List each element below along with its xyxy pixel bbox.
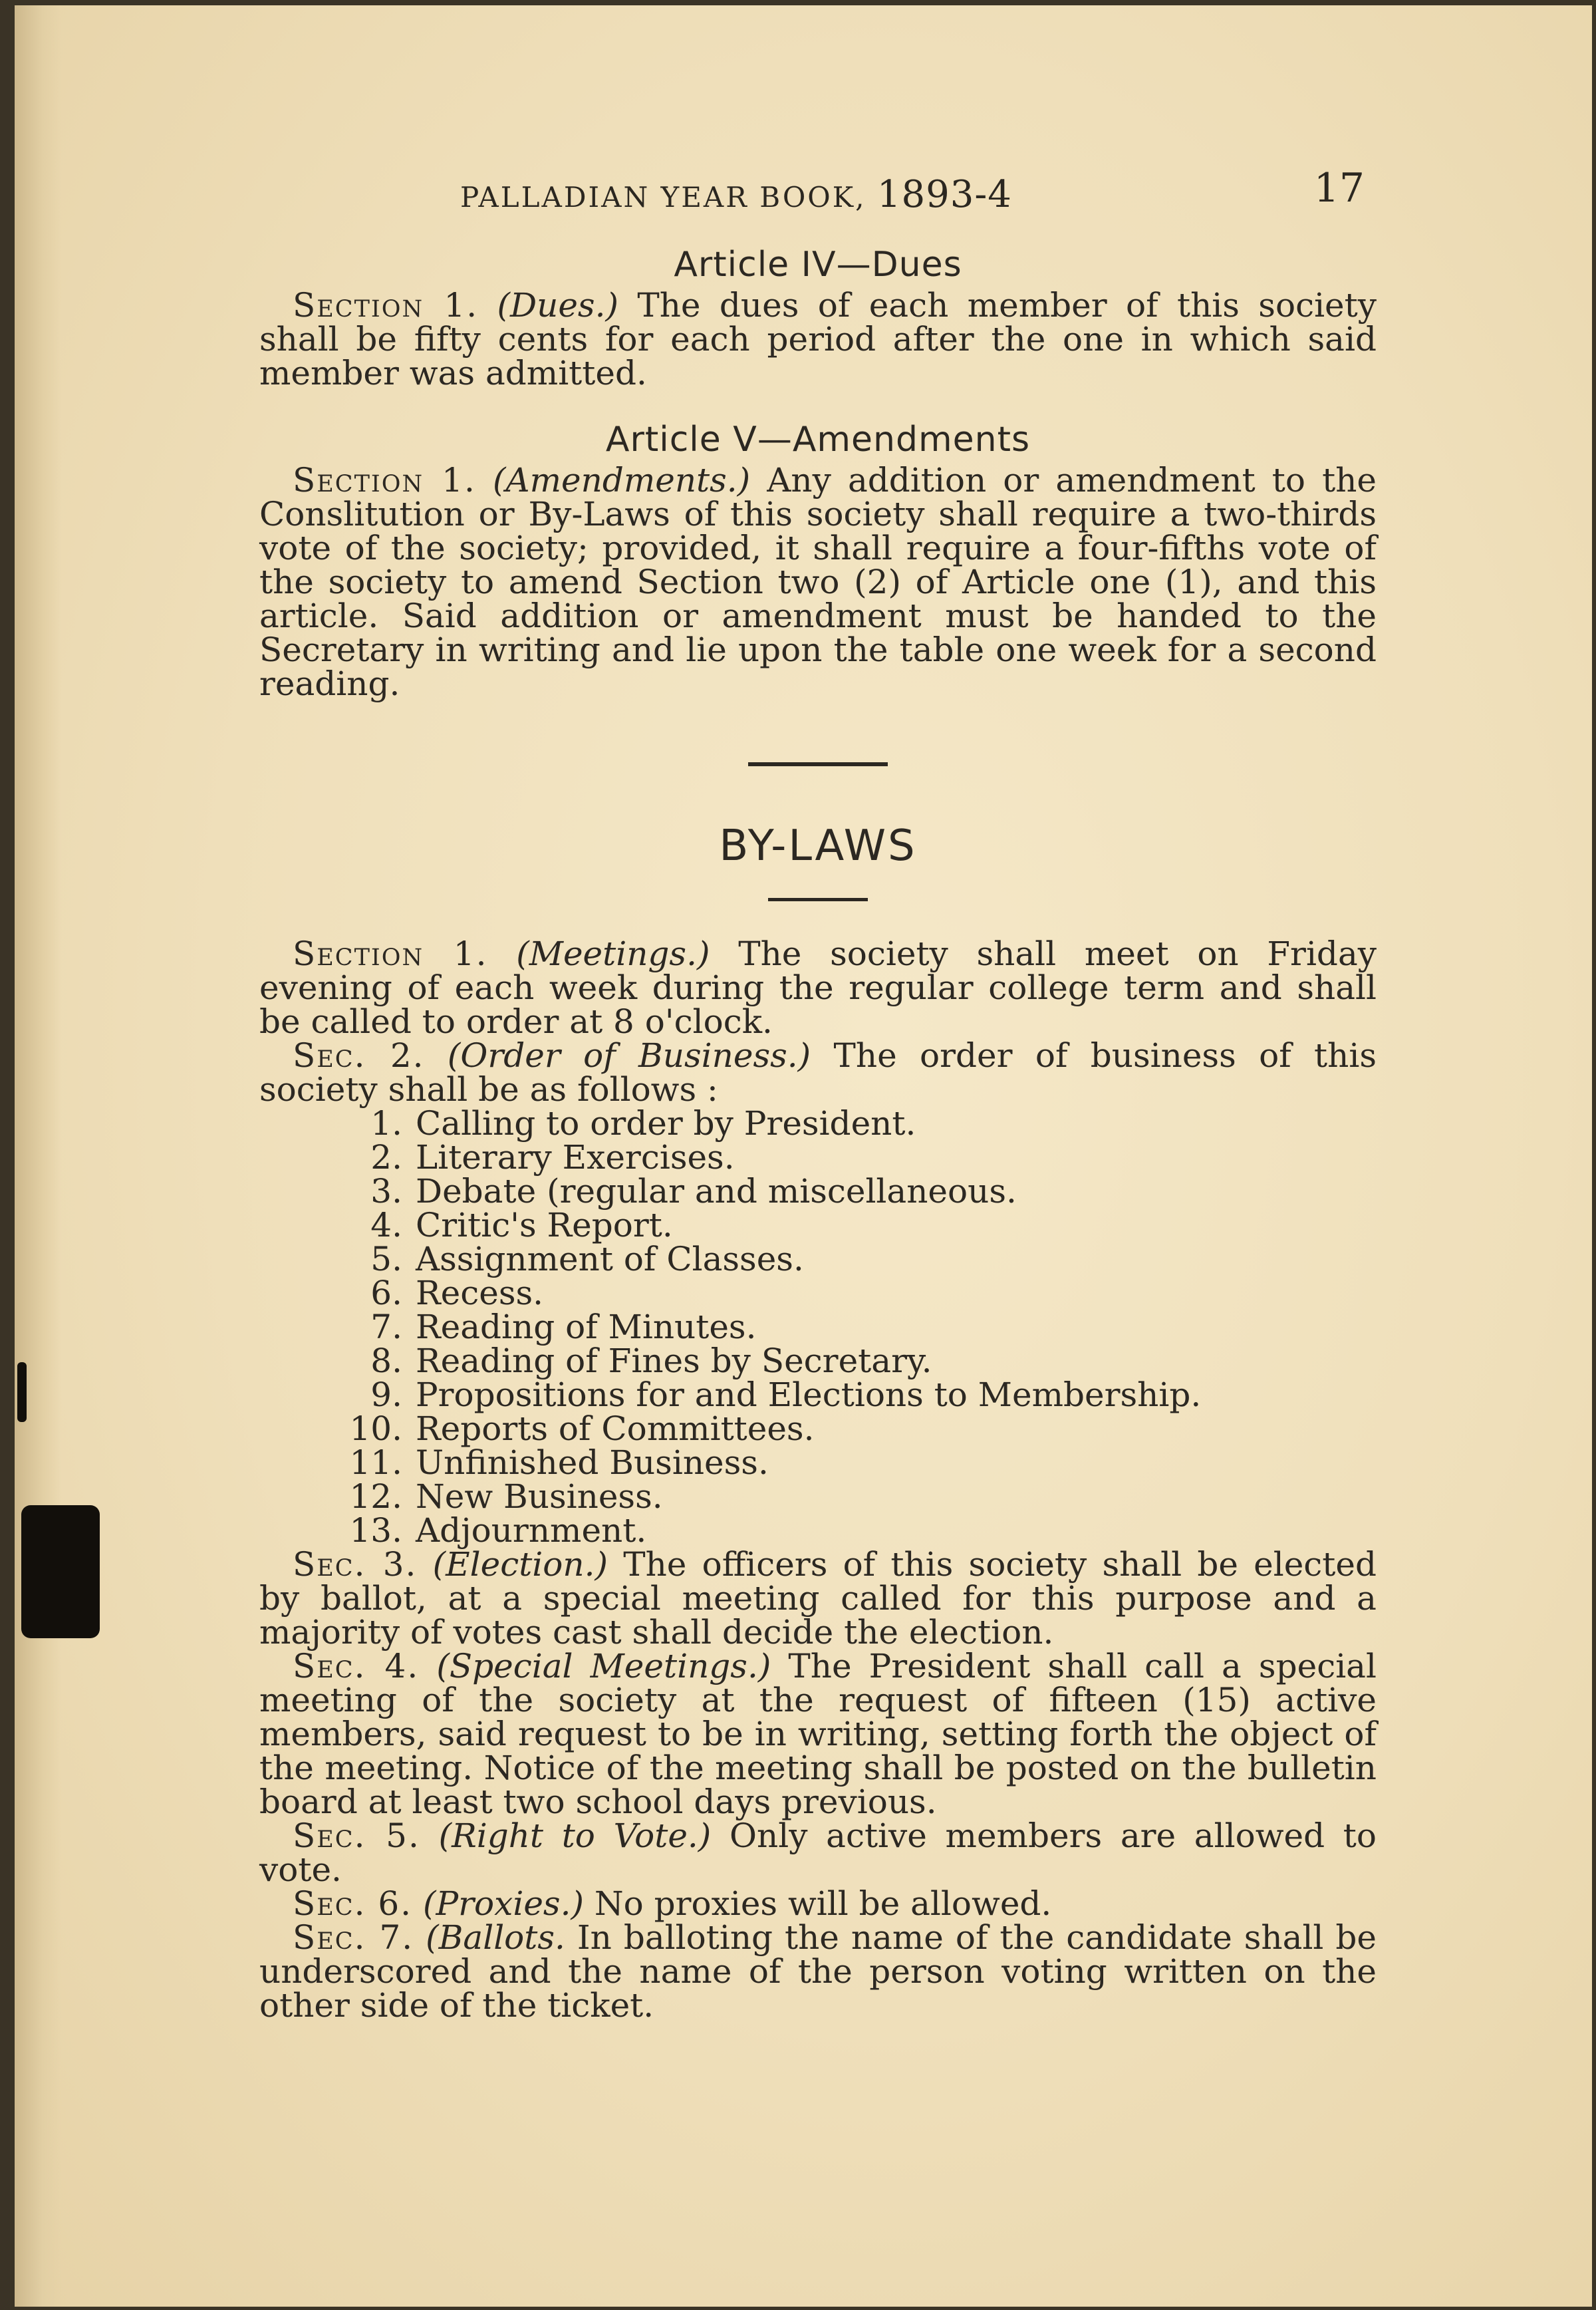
list-item bbox=[339, 1310, 1377, 1344]
article-5-heading: Article V—Amendments bbox=[605, 420, 1031, 460]
list-item-number: 4. bbox=[370, 1206, 402, 1244]
list-item-number: 6. bbox=[370, 1274, 402, 1312]
title-underline bbox=[768, 898, 868, 901]
list-item bbox=[339, 1206, 1377, 1244]
list-item-text: Reports of Committees. bbox=[416, 1409, 815, 1448]
list-item-text: Reading of Minutes. bbox=[416, 1308, 757, 1346]
list-item-text: Literary Exercises. bbox=[416, 1138, 735, 1177]
torn-spot-small bbox=[17, 1362, 27, 1422]
section-text: The President shall call a special meeting of the society at the request of fifteen (15) active members, said request to be in writing, setting forth the object of the meeting. Notice of the meeting shall be posted on the bulletin board at least two school days previous. bbox=[259, 1647, 1377, 1821]
list-item-number: 1. bbox=[370, 1104, 402, 1143]
list-item-number: 9. bbox=[370, 1375, 402, 1414]
list-item bbox=[339, 1104, 1377, 1143]
section-text: No proxies will be allowed. bbox=[583, 1884, 1052, 1923]
bylaw-sec-5 bbox=[259, 1816, 1377, 1889]
section-topic: (Ballots. bbox=[426, 1918, 565, 1957]
running-title bbox=[460, 173, 1012, 216]
book-page bbox=[15, 5, 1592, 2307]
list-item-text: Adjournment. bbox=[416, 1511, 647, 1550]
section-text: The dues of each member of this society shall be fifty cents for each period after the one in which said member was admitted. bbox=[259, 286, 1377, 392]
list-item-text: Critic's Report. bbox=[416, 1206, 673, 1244]
section-topic: (Order of Business.) bbox=[447, 1036, 811, 1075]
running-header bbox=[460, 165, 1365, 218]
list-item-number: 2. bbox=[370, 1138, 402, 1177]
list-item bbox=[339, 1443, 1377, 1482]
section-text: The society shall meet on Friday evening of each week during the regular college term and shall be called to order at 8 o'clock. bbox=[259, 935, 1377, 1041]
list-item bbox=[339, 1276, 1377, 1310]
bylaw-sec-6 bbox=[259, 1884, 1377, 1923]
section-label: Sec. 7. bbox=[293, 1918, 414, 1957]
list-item bbox=[339, 1409, 1377, 1448]
list-item bbox=[339, 1344, 1377, 1378]
list-item-number: 8. bbox=[370, 1342, 402, 1380]
list-item bbox=[339, 1375, 1377, 1414]
section-text: The order of business of this society shall be as follows : bbox=[259, 1036, 1377, 1109]
list-item-text: Assignment of Classes. bbox=[416, 1240, 804, 1278]
article-5-section-1 bbox=[259, 461, 1377, 703]
list-item bbox=[339, 1477, 1377, 1516]
section-label: Sec. 2. bbox=[293, 1036, 425, 1075]
list-item-text: Calling to order by President. bbox=[416, 1104, 916, 1143]
list-item-number: 11. bbox=[349, 1443, 402, 1482]
running-title-year: 1893-4 bbox=[876, 173, 1012, 216]
bylaw-sec-1 bbox=[259, 937, 1377, 1039]
section-topic: (Dues.) bbox=[497, 286, 618, 325]
section-text: In balloting the name of the candidate shall be underscored and the name of the person voting written on the other side of the ticket. bbox=[259, 1918, 1377, 2025]
section-label: Sec. 5. bbox=[293, 1816, 420, 1855]
list-item bbox=[339, 1172, 1377, 1211]
page-number: 17 bbox=[1313, 165, 1365, 212]
list-item bbox=[339, 1242, 1377, 1276]
section-topic: (Meetings.) bbox=[516, 935, 710, 973]
torn-spot bbox=[21, 1505, 100, 1638]
list-item-text: New Business. bbox=[416, 1477, 663, 1516]
section-label: Sec. 6. bbox=[293, 1884, 413, 1923]
list-item-text: Propositions for and Elections to Membership. bbox=[416, 1375, 1202, 1414]
list-item-text: Recess. bbox=[416, 1274, 544, 1312]
section-topic: (Right to Vote.) bbox=[438, 1816, 712, 1855]
list-item bbox=[339, 1511, 1377, 1550]
bylaws-title: BY-LAWS bbox=[719, 821, 917, 871]
bylaw-sec-3 bbox=[259, 1545, 1377, 1652]
bylaw-sec-4 bbox=[259, 1647, 1377, 1821]
list-item-text: Debate (regular and miscellaneous. bbox=[416, 1172, 1017, 1211]
section-text: The officers of this society shall be elected by ballot, at a special meeting called for this purpose and a majority of votes cast shall decide the election. bbox=[259, 1545, 1377, 1652]
section-text: Any addition or amendment to the Conslitution or By-Laws of this society shall require a two-thirds vote of the society; provided, it shall require a four-fifths vote of the society to amend Section two (2) of Article one (1), and this article. Said addition or amendment must be handed to the Secretary in writing and lie upon the table one week for a second reading. bbox=[259, 461, 1377, 703]
article-4-section-1 bbox=[259, 286, 1377, 392]
section-label: Section 1. bbox=[293, 461, 476, 500]
section-divider bbox=[748, 762, 888, 766]
section-topic: (Amendments.) bbox=[493, 461, 751, 500]
article-4-heading: Article IV—Dues bbox=[674, 245, 962, 285]
section-topic: (Proxies.) bbox=[422, 1884, 584, 1923]
section-text: Only active members are allowed to vote. bbox=[259, 1816, 1377, 1889]
section-topic: (Election.) bbox=[432, 1545, 608, 1584]
list-item-number: 10. bbox=[349, 1409, 402, 1448]
bylaw-sec-7 bbox=[259, 1918, 1377, 2025]
running-title-text: PALLADIAN YEAR BOOK, bbox=[460, 181, 866, 214]
section-label: Sec. 3. bbox=[293, 1545, 418, 1584]
bylaws-body bbox=[259, 937, 1377, 2023]
page-gutter bbox=[15, 5, 61, 2307]
bylaw-sec-2 bbox=[259, 1036, 1377, 1109]
section-label: Sec. 4. bbox=[293, 1647, 420, 1685]
list-item-text: Reading of Fines by Secretary. bbox=[416, 1342, 932, 1380]
section-label: Section 1. bbox=[293, 935, 488, 973]
list-item-number: 3. bbox=[370, 1172, 402, 1211]
list-item-number: 7. bbox=[370, 1308, 402, 1346]
list-item-number: 12. bbox=[349, 1477, 402, 1516]
list-item-number: 13. bbox=[349, 1511, 402, 1550]
section-topic: (Special Meetings.) bbox=[436, 1647, 771, 1685]
list-item bbox=[339, 1138, 1377, 1177]
order-of-business-list bbox=[259, 1104, 1377, 1550]
section-label: Section 1. bbox=[293, 286, 479, 325]
list-item-text: Unfinished Business. bbox=[416, 1443, 769, 1482]
page-content bbox=[259, 245, 1377, 2023]
list-item-number: 5. bbox=[370, 1240, 402, 1278]
